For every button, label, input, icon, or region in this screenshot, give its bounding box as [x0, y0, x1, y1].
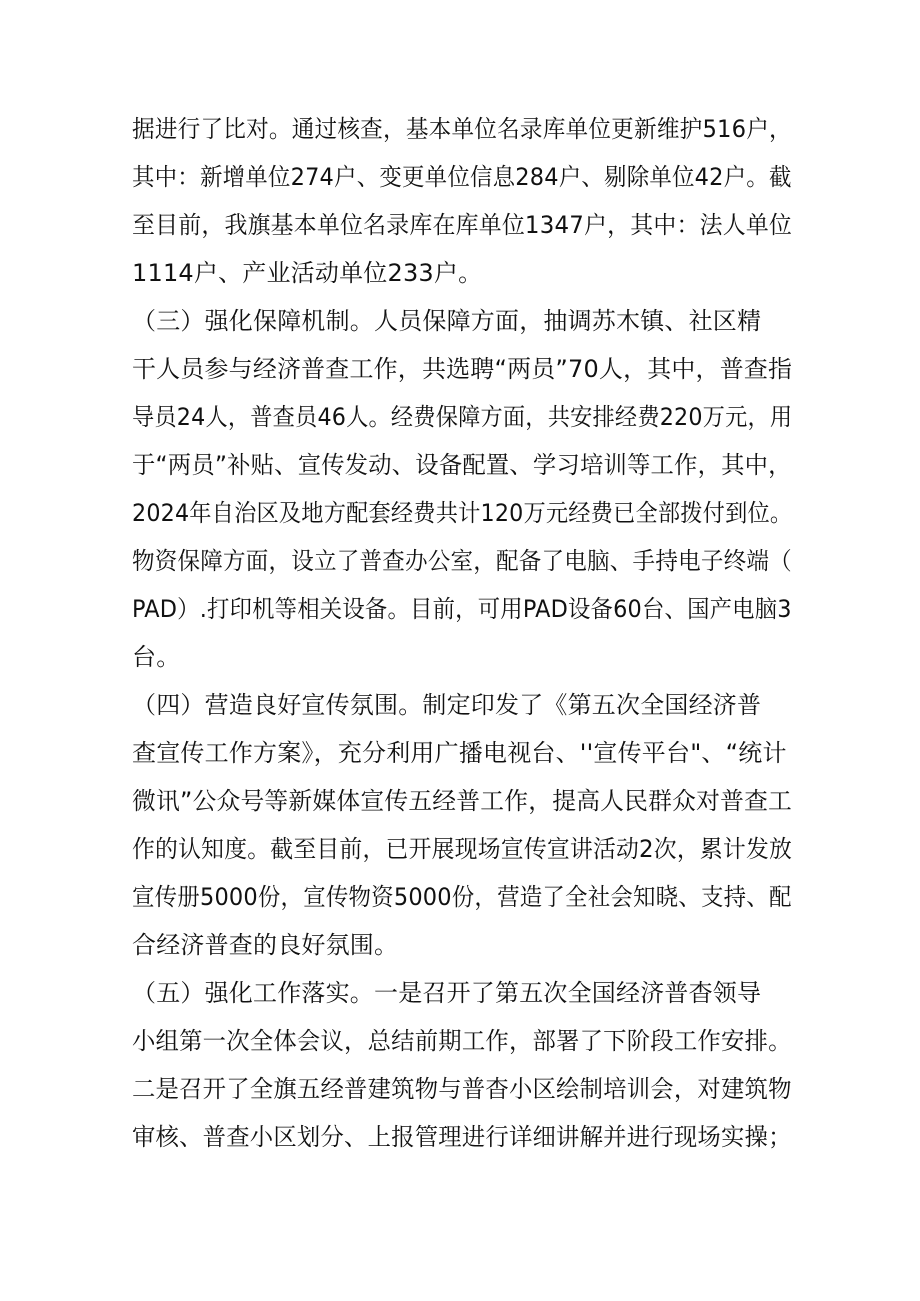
text-line: 至目前，我旗基本单位名录库在库单位1347户，其中：法人单位	[132, 211, 793, 239]
text-line: 台。	[132, 643, 181, 671]
text-line: 2024年自治区及地方配套经费共计120万元经费已全部拨付到位。	[132, 499, 793, 527]
text-line: （五）强化工作落实。一是召开了第五次全国经济普杳领导	[132, 979, 762, 1007]
text-line: 合经济普查的良好氛围。	[132, 931, 399, 959]
text-line: 查宣传工作方案》，充分利用广播电视台、''宣传平台"、“统计	[132, 739, 787, 767]
text-line: PAD）.打印机等相关设备。目前，可用PAD设备60台、国产电脑3	[132, 595, 792, 623]
text-line: 小组第一次全体会议，总结前期工作，部署了下阶段工作安排。	[132, 1027, 792, 1055]
text-line: 审核、普查小区划分、上报管理进行详细讲解并进行现场实操；	[132, 1123, 792, 1151]
text-line: （三）强化保障机制。人员保障方面，抽调苏木镇、社区精	[132, 307, 762, 335]
text-line: 据进行了比对。通过核查，基本单位名录库单位更新维护516户，	[132, 115, 792, 143]
text-line: 干人员参与经济普查工作，共选聘“两员”70人，其中，普查指	[132, 355, 793, 383]
text-line: 导员24人，普查员46人。经费保障方面，共安排经费220万元，用	[132, 403, 793, 431]
text-line: 其中：新增单位274户、变更单位信息284户、剔除单位42户。截	[132, 163, 792, 191]
text-line: 1114户、产业活动单位233户。	[132, 259, 483, 287]
text-line: 于“两员”补贴、宣传发动、设备配置、学习培训等工作，其中，	[132, 451, 792, 479]
text-line: 微讯”公众号等新媒体宣传五经普工作，提高人民群众对普查工	[132, 787, 793, 815]
text-line: 宣传册5000份，宣传物资5000份，营造了全社会知晓、支持、配	[132, 883, 792, 911]
text-line: 二是召开了全旗五经普建筑物与普杳小区绘制培训会，对建筑物	[132, 1075, 792, 1103]
text-line: 物资保障方面，设立了普查办公室，配备了电脑、手持电子终端（	[132, 547, 792, 575]
text-line: （四）营造良好宣传氛围。制定印发了《第五次全国经济普	[132, 691, 762, 719]
text-line: 作的认知度。截至目前，已开展现场宣传宣讲活动2次，累计发放	[132, 835, 793, 863]
